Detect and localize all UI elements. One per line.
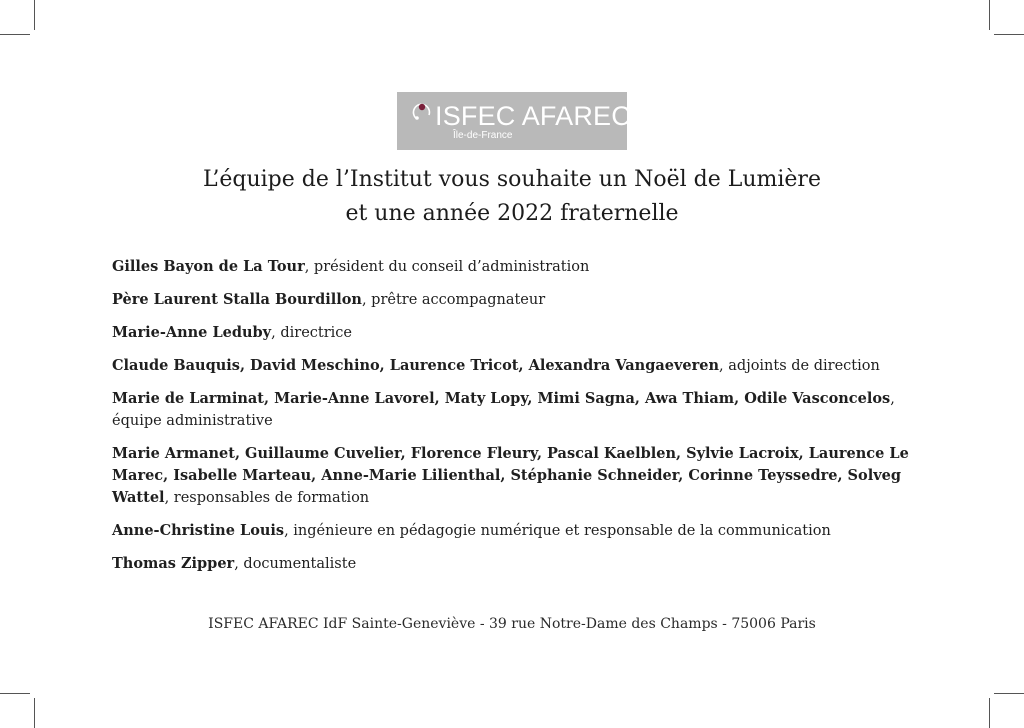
- crop-mark-bottom-right-vertical: [989, 698, 990, 728]
- crop-mark-bottom-left-vertical: [34, 698, 35, 728]
- logo-mark-icon: [411, 101, 433, 123]
- staff-role: , adjoints de direction: [719, 358, 880, 374]
- staff-entry: [112, 355, 932, 377]
- staff-names: Anne-Christine Louis: [112, 522, 285, 539]
- crop-mark-top-left-vertical: [34, 0, 35, 30]
- headline-line-1: L’équipe de l’Institut vous souhaite un Noël de Lumière: [203, 167, 821, 192]
- staff-entry: [112, 388, 932, 432]
- staff-list: [112, 256, 932, 586]
- staff-names: Marie-Anne Leduby: [112, 324, 272, 341]
- staff-names: Marie Armanet, Guillaume Cuvelier, Florence Fleury, Pascal Kaelblen, Sylvie Lacroix, Laurence Le Marec, Isabelle Marteau, Anne-Marie Lilienthal, Stéphanie Schneider, Corinne Teyssedre, Solveg Wattel: [112, 445, 909, 506]
- logo-subtitle: Île-de-France: [453, 130, 513, 141]
- crop-mark-top-right-horizontal: [994, 34, 1024, 35]
- staff-role: , ingénieure en pédagogie numérique et responsable de la communication: [284, 523, 831, 539]
- staff-role: , président du conseil d’administration: [304, 259, 590, 275]
- staff-role: , documentaliste: [234, 556, 357, 572]
- staff-names: Père Laurent Stalla Bourdillon: [112, 291, 362, 308]
- staff-role: , équipe administrative: [112, 391, 895, 429]
- headline-line-2: et une année 2022 fraternelle: [345, 201, 679, 226]
- logo-title: ISFEC AFAREC: [435, 101, 631, 131]
- crop-mark-top-left-horizontal: [0, 34, 30, 35]
- staff-role: , prêtre accompagnateur: [361, 292, 546, 308]
- staff-role: , responsables de formation: [164, 490, 370, 506]
- crop-mark-top-right-vertical: [989, 0, 990, 30]
- isfec-logo: [397, 92, 631, 150]
- staff-names: Marie de Larminat, Marie-Anne Lavorel, Maty Lopy, Mimi Sagna, Awa Thiam, Odile Vasconcelos: [112, 390, 891, 407]
- staff-names: Claude Bauquis, David Meschino, Laurence Tricot, Alexandra Vangaeveren: [112, 357, 720, 374]
- staff-entry: [112, 256, 932, 278]
- staff-role: , directrice: [271, 325, 352, 341]
- staff-entry: [112, 553, 932, 575]
- crop-mark-bottom-right-horizontal: [994, 693, 1024, 694]
- staff-entry: [112, 322, 932, 344]
- staff-entry: [112, 520, 932, 542]
- address-footer: ISFEC AFAREC IdF Sainte-Geneviève - 39 rue Notre-Dame des Champs - 75006 Paris: [208, 616, 816, 632]
- staff-entry: [112, 289, 932, 311]
- greeting-headline: [0, 163, 1024, 231]
- staff-entry: [112, 443, 932, 509]
- staff-names: Thomas Zipper: [112, 555, 235, 572]
- crop-mark-bottom-left-horizontal: [0, 693, 30, 694]
- staff-names: Gilles Bayon de La Tour: [112, 258, 305, 275]
